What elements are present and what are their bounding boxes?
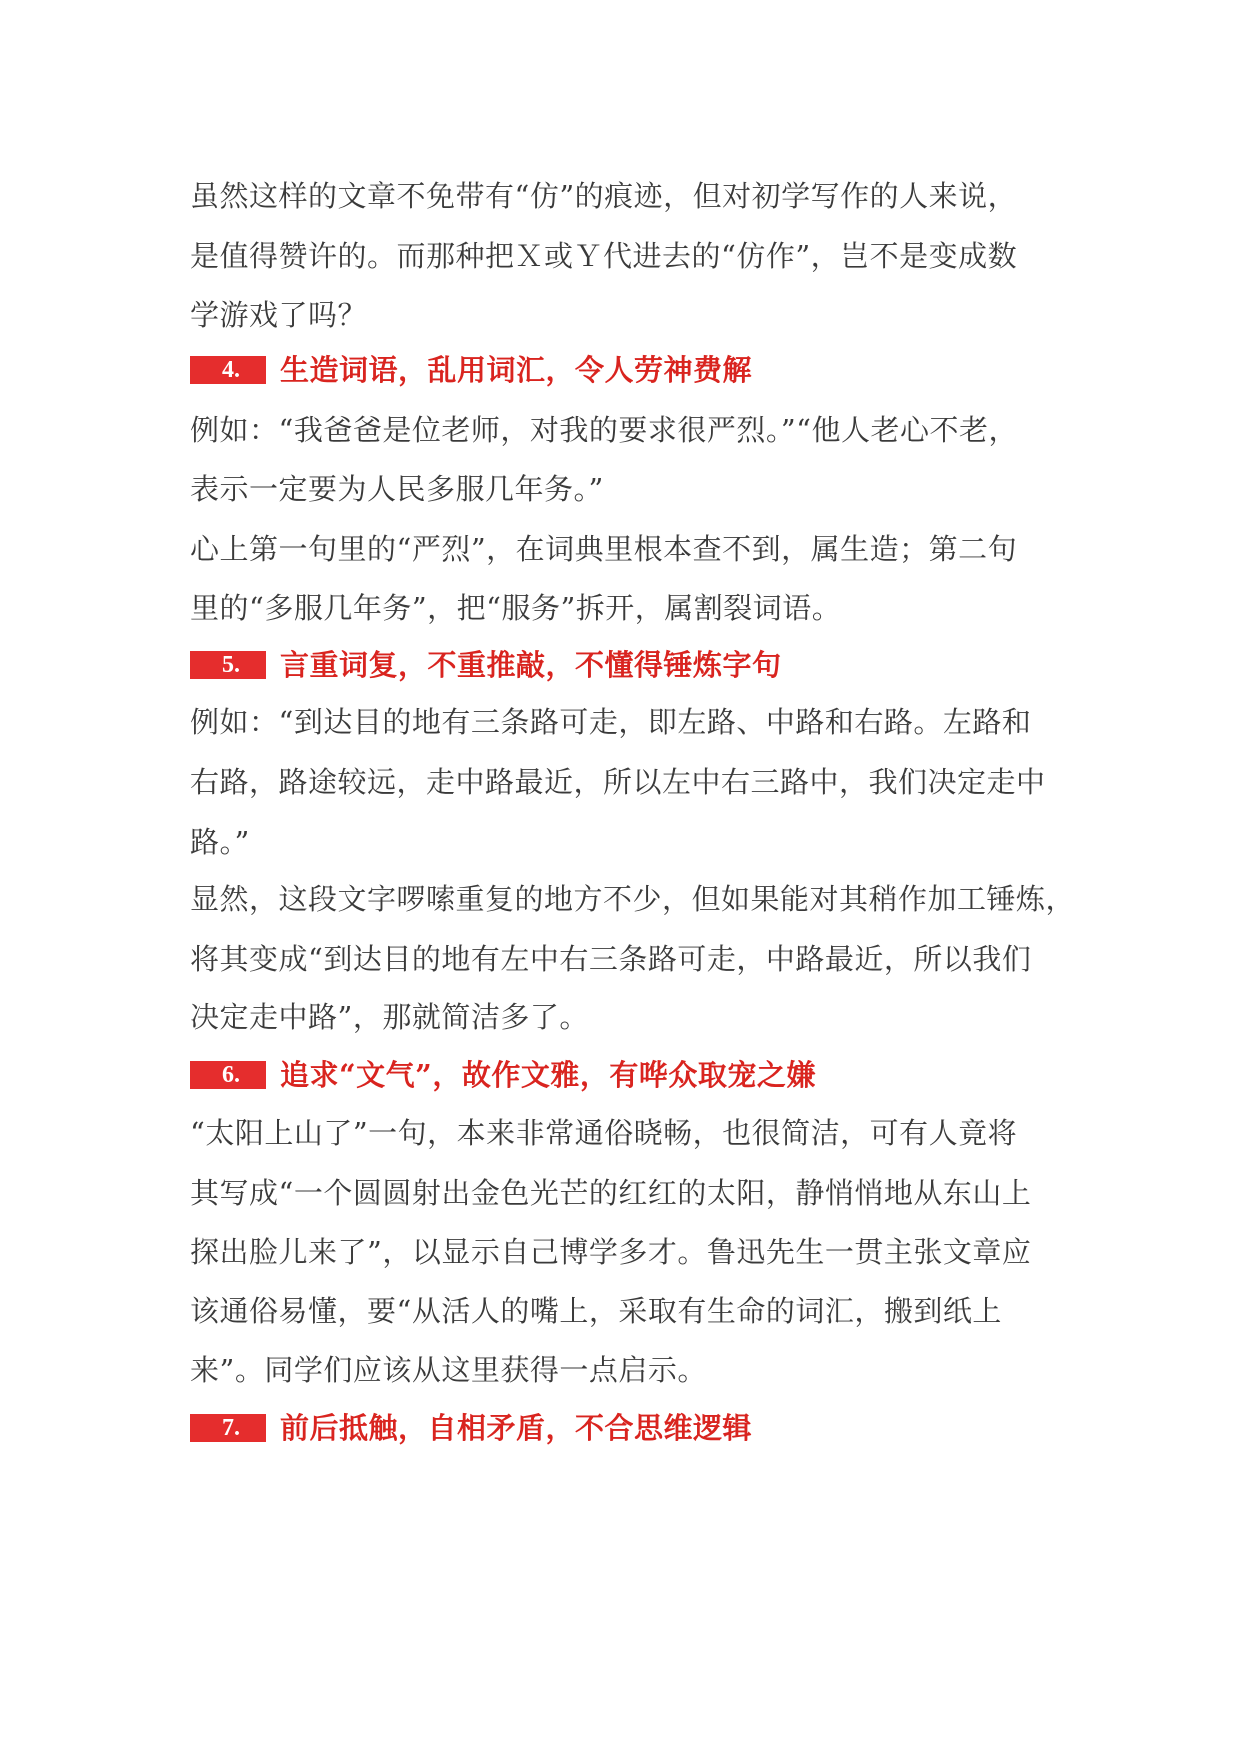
body-line: 表示一定要为人民多服几年务。” <box>190 472 604 506</box>
section-title: 追求“文气”，故作文雅，有哗众取宠之嫌 <box>280 1058 816 1092</box>
section-title: 言重词复，不重推敲，不懂得锤炼字句 <box>280 648 782 682</box>
section-number-badge: 5. <box>190 651 266 679</box>
body-line: 右路，路途较远，走中路最近，所以左中右三路中，我们决定走中 <box>190 765 1046 799</box>
section-title: 前后抵触，自相矛盾，不合思维逻辑 <box>280 1411 753 1445</box>
section-heading-5 <box>190 645 782 685</box>
intro-line: 是值得赞许的。而那种把Ｘ或Ｙ代进去的“仿作”，岂不是变成数 <box>190 239 1018 273</box>
body-line: 里的“多服几年务”，把“服务”拆开，属割裂词语。 <box>190 591 842 625</box>
section-title: 生造词语，乱用词汇，令人劳神费解 <box>280 353 753 387</box>
body-line: 来”。同学们应该从这里获得一点启示。 <box>190 1353 707 1387</box>
body-line: 心上第一句里的“严烈”，在词典里根本查不到，属生造；第二句 <box>190 532 1018 566</box>
section-number-badge: 7. <box>190 1414 266 1442</box>
body-line: 显然，这段文字啰嗦重复的地方不少，但如果能对其稍作加工锤炼， <box>190 882 1076 916</box>
body-line: “太阳上山了”一句，本来非常通俗晓畅，也很简洁，可有人竟将 <box>190 1116 1018 1150</box>
section-number-badge: 4. <box>190 356 266 384</box>
intro-line: 学游戏了吗？ <box>190 298 368 332</box>
body-line: 例如：“到达目的地有三条路可走，即左路、中路和右路。左路和 <box>190 705 1032 739</box>
section-number-badge: 6. <box>190 1061 266 1089</box>
section-heading-6 <box>190 1055 816 1095</box>
section-heading-4 <box>190 350 752 390</box>
intro-line: 虽然这样的文章不免带有“仿”的痕迹，但对初学写作的人来说， <box>190 179 1018 213</box>
section-heading-7 <box>190 1408 752 1448</box>
body-line: 将其变成“到达目的地有左中右三条路可走，中路最近，所以我们 <box>190 942 1032 976</box>
body-line: 路。” <box>190 825 250 859</box>
body-line: 例如：“我爸爸是位老师，对我的要求很严烈。”“他人老心不老， <box>190 413 1018 447</box>
body-line: 其写成“一个圆圆射出金色光芒的红红的太阳，静悄悄地从东山上 <box>190 1176 1032 1210</box>
body-line: 该通俗易懂，要“从活人的嘴上，采取有生命的词汇，搬到纸上 <box>190 1294 1002 1328</box>
body-line: 决定走中路”，那就简洁多了。 <box>190 1000 589 1034</box>
body-line: 探出脸儿来了”，以显示自己博学多才。鲁迅先生一贯主张文章应 <box>190 1235 1032 1269</box>
